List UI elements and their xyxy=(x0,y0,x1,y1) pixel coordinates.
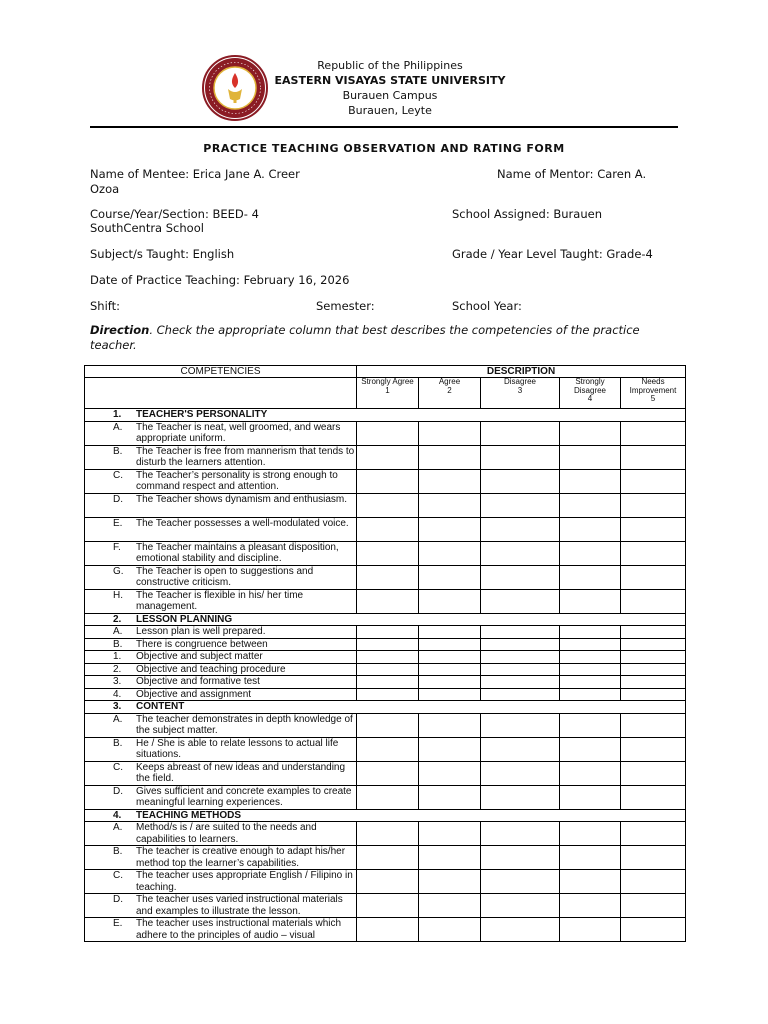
competency-text: The Teacher possesses a well-modulated voice. xyxy=(136,517,349,529)
competency-code: A. xyxy=(113,713,123,725)
section-row xyxy=(85,409,686,422)
rating-cell-1[interactable] xyxy=(357,846,419,870)
competency-code: C. xyxy=(113,761,123,773)
competency-cell xyxy=(85,445,357,469)
letterhead-university: EASTERN VISAYAS STATE UNIVERSITY xyxy=(274,74,506,87)
rating-cell-2[interactable] xyxy=(419,589,481,613)
rating-cell-3[interactable] xyxy=(481,894,560,918)
competency-row xyxy=(85,713,686,737)
rating-cell-3[interactable] xyxy=(481,713,560,737)
competency-cell xyxy=(85,663,357,676)
semester-field: Semester: xyxy=(316,299,375,313)
rating-cell-5[interactable] xyxy=(621,785,686,809)
rating-cell-2[interactable] xyxy=(419,541,481,565)
rating-cell-1[interactable] xyxy=(357,517,419,541)
competency-cell xyxy=(85,676,357,689)
rating-cell-1[interactable] xyxy=(357,565,419,589)
rating-cell-2[interactable] xyxy=(419,688,481,701)
competency-row xyxy=(85,785,686,809)
competency-text: Lesson plan is well prepared. xyxy=(136,626,266,637)
rating-cell-1[interactable] xyxy=(357,870,419,894)
letterhead-republic: Republic of the Philippines xyxy=(317,59,463,72)
rating-cell-5[interactable] xyxy=(621,663,686,676)
competency-cell xyxy=(85,822,357,846)
competency-row xyxy=(85,894,686,918)
rating-cell-4[interactable] xyxy=(560,421,621,445)
rating-cell-1[interactable] xyxy=(357,541,419,565)
rating-cell-4[interactable] xyxy=(560,589,621,613)
competency-text: The teacher uses appropriate English / Filipino in teaching. xyxy=(136,870,353,893)
course-year-section: Course/Year/Section: BEED- 4 xyxy=(90,207,259,221)
competency-cell xyxy=(85,846,357,870)
direction-body: . Check the appropriate column that best describes the competencies of the practice teacher. xyxy=(90,323,640,352)
competency-text: TEACHING METHODS xyxy=(136,809,241,821)
rating-cell-1[interactable] xyxy=(357,493,419,517)
grade-level-taught: Grade / Year Level Taught: Grade-4 xyxy=(452,247,653,261)
letterhead-location: Burauen, Leyte xyxy=(348,104,432,117)
competencies-subheader xyxy=(85,378,357,409)
scale-number: 5 xyxy=(650,394,656,403)
scale-label: Strongly Disagree xyxy=(573,377,606,395)
rating-cell-4[interactable] xyxy=(560,785,621,809)
competency-cell xyxy=(85,701,686,714)
competency-cell xyxy=(85,517,357,541)
competency-cell xyxy=(85,626,357,639)
rating-cell-2[interactable] xyxy=(419,737,481,761)
competency-code: E. xyxy=(113,918,123,929)
competency-text: The Teacher’s personality is strong enough to command respect and attention. xyxy=(136,469,338,492)
rating-cell-3[interactable] xyxy=(481,493,560,517)
rating-cell-1[interactable] xyxy=(357,676,419,689)
rating-cell-2[interactable] xyxy=(419,421,481,445)
rating-cell-5[interactable] xyxy=(621,918,686,942)
rating-cell-1[interactable] xyxy=(357,785,419,809)
competency-text: The Teacher shows dynamism and enthusiasm. xyxy=(136,493,348,505)
form-title: PRACTICE TEACHING OBSERVATION AND RATING FORM xyxy=(203,142,565,155)
competency-text: The Teacher maintains a pleasant disposition, emotional stability and discipline. xyxy=(136,541,339,564)
rating-cell-1[interactable] xyxy=(357,737,419,761)
competency-cell xyxy=(85,894,357,918)
rating-cell-1[interactable] xyxy=(357,663,419,676)
rating-cell-5[interactable] xyxy=(621,761,686,785)
competency-text: CONTENT xyxy=(136,701,185,712)
rating-cell-5[interactable] xyxy=(621,846,686,870)
competency-row xyxy=(85,676,686,689)
competency-cell xyxy=(85,638,357,651)
direction-label: Direction xyxy=(90,323,150,337)
section-row xyxy=(85,613,686,626)
rating-cell-3[interactable] xyxy=(481,541,560,565)
rating-cell-4[interactable] xyxy=(560,846,621,870)
rating-cell-5[interactable] xyxy=(621,589,686,613)
rating-cell-3[interactable] xyxy=(481,565,560,589)
competency-cell xyxy=(85,737,357,761)
competency-code: H. xyxy=(113,589,123,601)
competency-text: The teacher demonstrates in depth knowledge of the subject matter. xyxy=(136,713,353,736)
competency-text: Objective and subject matter xyxy=(136,651,263,662)
competency-row xyxy=(85,822,686,846)
rating-cell-5[interactable] xyxy=(621,541,686,565)
letterhead-campus: Burauen Campus xyxy=(342,89,438,102)
rating-cell-5[interactable] xyxy=(621,445,686,469)
competency-text: Keeps abreast of new ideas and understanding the field. xyxy=(136,761,346,784)
competency-row xyxy=(85,761,686,785)
competency-cell xyxy=(85,541,357,565)
competency-row xyxy=(85,870,686,894)
scale-header-5 xyxy=(621,378,686,409)
scale-label: Disagree xyxy=(503,377,536,386)
scale-header-2 xyxy=(419,378,481,409)
competency-code: 1. xyxy=(113,409,122,420)
competency-cell xyxy=(85,761,357,785)
shift-field: Shift: xyxy=(90,299,121,313)
rating-cell-3[interactable] xyxy=(481,918,560,942)
rating-cell-1[interactable] xyxy=(357,894,419,918)
rating-cell-5[interactable] xyxy=(621,517,686,541)
school-assigned-continued: SouthCentra School xyxy=(90,221,204,235)
competency-code: 2. xyxy=(113,663,122,675)
competency-code: 4. xyxy=(113,688,122,700)
scale-label: Needs Improvement xyxy=(629,377,677,395)
rating-cell-4[interactable] xyxy=(560,565,621,589)
rating-cell-3[interactable] xyxy=(481,676,560,689)
rating-cell-1[interactable] xyxy=(357,713,419,737)
competency-cell xyxy=(85,565,357,589)
competency-text: The Teacher is open to suggestions and constructive criticism. xyxy=(136,565,314,588)
competency-cell xyxy=(85,589,357,613)
rating-cell-2[interactable] xyxy=(419,493,481,517)
competency-code: B. xyxy=(113,445,123,457)
competency-text: Gives sufficient and concrete examples to create meaningful learning experiences. xyxy=(136,785,352,808)
competency-code: 1. xyxy=(113,651,122,662)
rating-cell-3[interactable] xyxy=(481,846,560,870)
rating-cell-3[interactable] xyxy=(481,469,560,493)
competency-text: LESSON PLANNING xyxy=(136,613,233,625)
competency-row xyxy=(85,638,686,651)
rating-cell-4[interactable] xyxy=(560,638,621,651)
letterhead xyxy=(200,58,580,118)
rating-cell-2[interactable] xyxy=(419,445,481,469)
rating-cell-4[interactable] xyxy=(560,676,621,689)
rating-cell-4[interactable] xyxy=(560,493,621,517)
rating-cell-5[interactable] xyxy=(621,626,686,639)
competency-code: C. xyxy=(113,469,123,481)
competency-cell xyxy=(85,688,357,701)
rating-cell-5[interactable] xyxy=(621,688,686,701)
rating-cell-5[interactable] xyxy=(621,565,686,589)
competency-cell xyxy=(85,870,357,894)
rating-cell-1[interactable] xyxy=(357,421,419,445)
rating-cell-3[interactable] xyxy=(481,761,560,785)
competency-text: TEACHER'S PERSONALITY xyxy=(136,409,268,420)
competency-row xyxy=(85,469,686,493)
rating-cell-4[interactable] xyxy=(560,517,621,541)
rating-cell-4[interactable] xyxy=(560,445,621,469)
competencies-header: COMPETENCIES xyxy=(85,366,357,378)
mentee-name: Name of Mentee: Erica Jane A. Creer xyxy=(90,167,300,181)
competency-text: There is congruence between xyxy=(136,638,268,650)
rating-cell-2[interactable] xyxy=(419,761,481,785)
rating-cell-4[interactable] xyxy=(560,626,621,639)
rating-cell-5[interactable] xyxy=(621,737,686,761)
rating-cell-2[interactable] xyxy=(419,713,481,737)
competency-text: Objective and teaching procedure xyxy=(136,663,286,675)
rating-cell-2[interactable] xyxy=(419,626,481,639)
rating-cell-2[interactable] xyxy=(419,676,481,689)
rating-cell-4[interactable] xyxy=(560,651,621,664)
rating-cell-5[interactable] xyxy=(621,713,686,737)
competency-code: A. xyxy=(113,822,123,833)
rating-cell-3[interactable] xyxy=(481,785,560,809)
competency-code: D. xyxy=(113,894,123,905)
practice-teaching-date: Date of Practice Teaching: February 16, 2026 xyxy=(90,273,350,287)
competency-row xyxy=(85,651,686,664)
competency-row xyxy=(85,493,686,517)
scale-header-3 xyxy=(481,378,560,409)
rating-cell-3[interactable] xyxy=(481,663,560,676)
competency-cell xyxy=(85,785,357,809)
rating-cell-1[interactable] xyxy=(357,688,419,701)
competency-code: C. xyxy=(113,870,123,881)
scale-number: 4 xyxy=(587,394,593,403)
mentor-name-continued: Ozoa xyxy=(90,182,120,196)
competency-code: F. xyxy=(113,541,121,553)
rating-cell-4[interactable] xyxy=(560,663,621,676)
competency-code: D. xyxy=(113,785,123,797)
competency-text: The teacher uses instructional materials which adhere to the principles of audio – visual xyxy=(136,918,342,941)
competency-cell xyxy=(85,713,357,737)
rating-cell-2[interactable] xyxy=(419,894,481,918)
rating-cell-3[interactable] xyxy=(481,626,560,639)
competency-code: 2. xyxy=(113,613,122,625)
header-divider xyxy=(90,126,678,128)
competency-code: 3. xyxy=(113,676,122,687)
competency-row xyxy=(85,421,686,445)
competency-row xyxy=(85,445,686,469)
rating-cell-4[interactable] xyxy=(560,870,621,894)
rating-cell-2[interactable] xyxy=(419,651,481,664)
rating-cell-1[interactable] xyxy=(357,761,419,785)
rating-cell-3[interactable] xyxy=(481,638,560,651)
scale-label: Strongly Agree xyxy=(361,377,414,386)
rating-cell-2[interactable] xyxy=(419,517,481,541)
rating-cell-5[interactable] xyxy=(621,469,686,493)
rating-cell-4[interactable] xyxy=(560,541,621,565)
rating-cell-5[interactable] xyxy=(621,822,686,846)
rating-cell-2[interactable] xyxy=(419,918,481,942)
school-year-field: School Year: xyxy=(452,299,522,313)
competency-row xyxy=(85,541,686,565)
rating-cell-4[interactable] xyxy=(560,688,621,701)
rating-cell-1[interactable] xyxy=(357,589,419,613)
competency-text: Objective and assignment xyxy=(136,688,252,700)
scale-header-4 xyxy=(560,378,621,409)
competency-cell xyxy=(85,651,357,664)
rating-cell-2[interactable] xyxy=(419,822,481,846)
rating-cell-5[interactable] xyxy=(621,421,686,445)
rating-cell-5[interactable] xyxy=(621,638,686,651)
competency-row xyxy=(85,663,686,676)
competency-text: He / She is able to relate lessons to actual life situations. xyxy=(136,737,339,760)
competency-row xyxy=(85,918,686,942)
competency-text: The teacher uses varied instructional materials and examples to illustrate the lesson. xyxy=(136,894,343,917)
competency-code: A. xyxy=(113,421,123,433)
rating-cell-1[interactable] xyxy=(357,822,419,846)
rating-cell-4[interactable] xyxy=(560,822,621,846)
rating-cell-2[interactable] xyxy=(419,565,481,589)
competency-code: A. xyxy=(113,626,123,637)
rating-cell-5[interactable] xyxy=(621,651,686,664)
competency-code: B. xyxy=(113,638,123,650)
rating-cell-2[interactable] xyxy=(419,785,481,809)
rating-cell-4[interactable] xyxy=(560,761,621,785)
competency-cell xyxy=(85,918,357,942)
school-assigned: School Assigned: Burauen xyxy=(452,207,602,221)
scale-header-1 xyxy=(357,378,419,409)
competency-row xyxy=(85,846,686,870)
competency-text: The Teacher is flexible in his/ her time management. xyxy=(136,589,304,612)
rating-cell-3[interactable] xyxy=(481,445,560,469)
competency-row xyxy=(85,737,686,761)
competency-row xyxy=(85,688,686,701)
competency-row xyxy=(85,626,686,639)
rating-cell-4[interactable] xyxy=(560,894,621,918)
competency-row xyxy=(85,565,686,589)
rating-cell-4[interactable] xyxy=(560,469,621,493)
rating-cell-1[interactable] xyxy=(357,918,419,942)
rating-cell-3[interactable] xyxy=(481,517,560,541)
rating-cell-3[interactable] xyxy=(481,589,560,613)
competency-cell xyxy=(85,809,686,822)
competency-cell xyxy=(85,469,357,493)
rating-cell-1[interactable] xyxy=(357,626,419,639)
rating-cell-4[interactable] xyxy=(560,713,621,737)
competency-cell xyxy=(85,493,357,517)
rating-cell-2[interactable] xyxy=(419,846,481,870)
section-row xyxy=(85,809,686,822)
rating-cell-4[interactable] xyxy=(560,918,621,942)
rating-cell-3[interactable] xyxy=(481,737,560,761)
competency-text: The Teacher is neat, well groomed, and wears appropriate uniform. xyxy=(136,421,341,444)
competency-code: B. xyxy=(113,846,123,857)
rating-cell-1[interactable] xyxy=(357,638,419,651)
description-header: DESCRIPTION xyxy=(357,366,686,378)
mentor-name: Name of Mentor: Caren A. xyxy=(497,167,647,181)
subject-taught: Subject/s Taught: English xyxy=(90,247,235,261)
rating-cell-1[interactable] xyxy=(357,651,419,664)
rating-cell-5[interactable] xyxy=(621,870,686,894)
competency-code: G. xyxy=(113,565,124,577)
competency-text: Objective and formative test xyxy=(136,676,260,687)
rating-cell-3[interactable] xyxy=(481,421,560,445)
competency-text: Method/s is / are suited to the needs and capabilities to learners. xyxy=(136,822,317,845)
competency-code: B. xyxy=(113,737,123,749)
scale-number: 1 xyxy=(385,385,390,395)
rating-cell-3[interactable] xyxy=(481,651,560,664)
rating-cell-1[interactable] xyxy=(357,445,419,469)
rating-cell-2[interactable] xyxy=(419,663,481,676)
rating-cell-3[interactable] xyxy=(481,688,560,701)
rating-cell-5[interactable] xyxy=(621,676,686,689)
rating-cell-5[interactable] xyxy=(621,493,686,517)
scale-number: 3 xyxy=(517,385,523,395)
rating-cell-1[interactable] xyxy=(357,469,419,493)
competency-code: 4. xyxy=(113,809,122,821)
section-row xyxy=(85,701,686,714)
competency-cell xyxy=(85,613,686,626)
competency-code: E. xyxy=(113,517,123,529)
competency-text: The Teacher is free from mannerism that tends to disturb the learners attention. xyxy=(136,445,355,468)
competency-code: 3. xyxy=(113,701,122,712)
competency-text: The teacher is creative enough to adapt his/her method top the learner’s capabilities. xyxy=(136,846,346,869)
rating-cell-3[interactable] xyxy=(481,822,560,846)
rating-cell-2[interactable] xyxy=(419,638,481,651)
direction-text xyxy=(90,323,660,353)
competency-code: D. xyxy=(113,493,123,505)
rating-table xyxy=(84,365,686,942)
competency-row xyxy=(85,589,686,613)
competency-cell xyxy=(85,409,686,422)
rating-cell-3[interactable] xyxy=(481,870,560,894)
rating-cell-5[interactable] xyxy=(621,894,686,918)
competency-cell xyxy=(85,421,357,445)
rating-cell-4[interactable] xyxy=(560,737,621,761)
rating-cell-2[interactable] xyxy=(419,870,481,894)
rating-cell-2[interactable] xyxy=(419,469,481,493)
competency-row xyxy=(85,517,686,541)
scale-label: Agree xyxy=(438,377,461,386)
scale-number: 2 xyxy=(447,385,452,395)
